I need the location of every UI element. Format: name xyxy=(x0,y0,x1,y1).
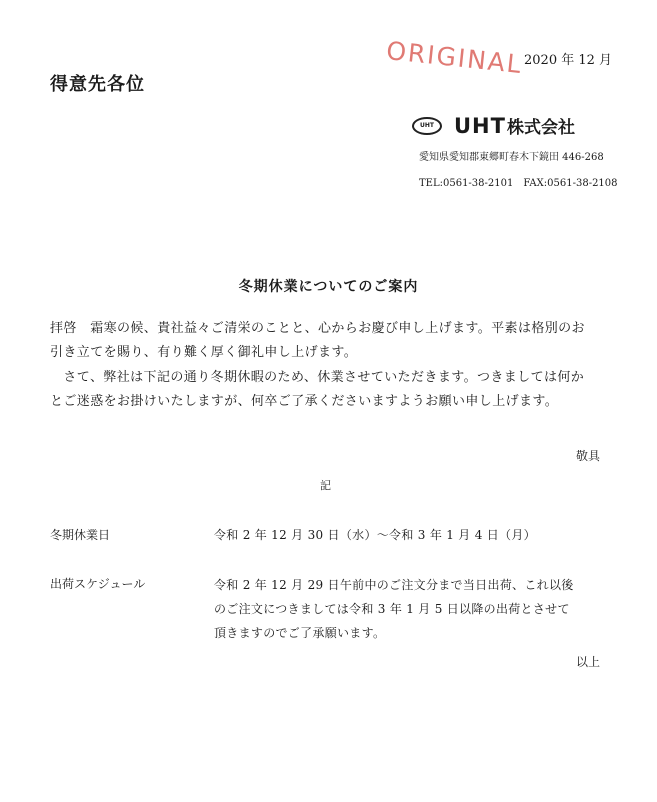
closing-ijo: 以上 xyxy=(576,655,601,669)
greeting-line-1: 拝啓 霜寒の候、貴社益々ご清栄のことと、心からお慶び申し上げます。平素は格別のお xyxy=(50,321,585,336)
closing-keigu: 敬具 xyxy=(576,449,601,463)
company-address: 愛知県愛知郡東郷町春木下鏡田 446-268 xyxy=(419,152,604,163)
document-date: 2020 年 12 月 xyxy=(524,53,613,68)
document-title: 冬期休業についてのご案内 xyxy=(238,279,419,295)
company-name-kk: 株式会社 xyxy=(506,118,575,138)
greeting-line-2: 引き立てを賜り、有り難く厚く御礼申し上げます。 xyxy=(50,345,358,360)
ki-heading: 記 xyxy=(320,479,331,492)
shipping-line-1: 令和 2 年 12 月 29 日午前中のご注文分まで当日出荷、これ以後 xyxy=(214,578,574,592)
company-tel-fax: TEL:0561-38-2101 FAX:0561-38-2108 xyxy=(419,178,618,189)
shipping-line-2: のご注文につきましては令和 3 年 1 月 5 日以降の出荷とさせて xyxy=(214,602,570,616)
original-stamp: ORIGINAL xyxy=(384,36,525,80)
shipping-line-3: 頂きますのでご了承願います。 xyxy=(214,626,386,640)
notice-paragraph xyxy=(50,366,584,414)
greeting-paragraph xyxy=(50,317,585,365)
uht-emblem-icon xyxy=(412,117,442,135)
notice-line-1: さて、弊社は下記の通り冬期休暇のため、休業させていただきます。つきましては何か xyxy=(50,370,585,385)
company-logo xyxy=(412,113,575,138)
shipping-label: 出荷スケジュール xyxy=(50,577,146,591)
holiday-label: 冬期休業日 xyxy=(50,528,111,542)
recipient-heading: 得意先各位 xyxy=(50,74,145,95)
company-name-uht: UHT xyxy=(454,113,506,138)
notice-line-2: とご迷惑をお掛けいたしますが、何卒ご了承くださいますようお願い申し上げます。 xyxy=(50,394,559,409)
uht-emblem-text: UHT xyxy=(420,122,434,129)
holiday-value: 令和 2 年 12 月 30 日（水）〜令和 3 年 1 月 4 日（月） xyxy=(214,528,536,542)
shipping-value xyxy=(214,573,574,645)
